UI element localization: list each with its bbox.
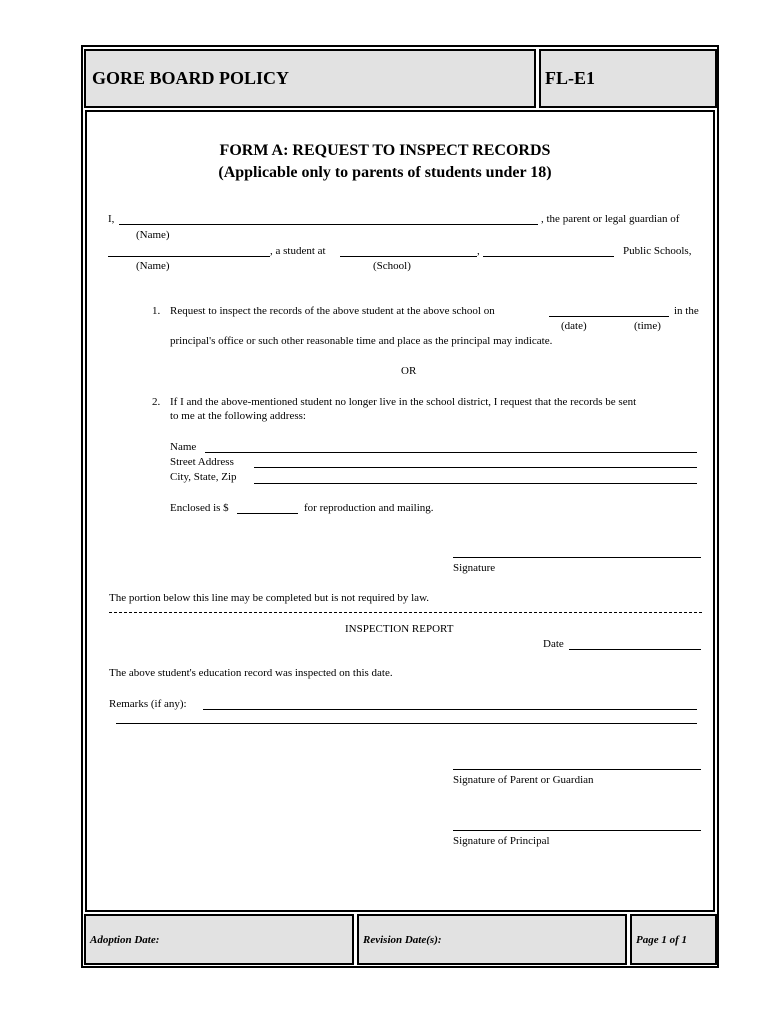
- address-city-field[interactable]: [254, 483, 697, 484]
- inspection-date-field[interactable]: [569, 649, 701, 650]
- item2-text: If I and the above-mentioned student no longer live in the school district, I request that the records be sent: [170, 396, 637, 408]
- policy-code: FL-E1: [545, 68, 596, 88]
- page-number-box: [630, 914, 717, 965]
- item1-suffix: in the: [674, 305, 699, 317]
- remarks-field-2[interactable]: [116, 723, 697, 724]
- student-name-field[interactable]: [108, 256, 270, 257]
- address-street-field[interactable]: [254, 467, 697, 468]
- enclosed-amount-field[interactable]: [237, 513, 298, 514]
- form-subtitle: (Applicable only to parents of students under 18): [218, 164, 552, 181]
- item1-line2: principal's office or such other reasonable time and place as the principal may indicate.: [170, 335, 553, 347]
- enclosed-suffix: for reproduction and mailing.: [304, 502, 434, 514]
- name-caption: (Name): [136, 229, 170, 241]
- student-name-caption: (Name): [136, 260, 170, 272]
- adoption-date-box: [84, 914, 354, 965]
- enclosed-prefix: Enclosed is $: [170, 502, 229, 514]
- signature-line[interactable]: [453, 557, 701, 558]
- portion-note: The portion below this line may be completed but is not required by law.: [109, 592, 430, 604]
- form-title: FORM A: REQUEST TO INSPECT RECORDS: [219, 142, 551, 159]
- inspected-text: The above student's education record was inspected on this date.: [109, 667, 393, 679]
- line2-suffix: Public Schools,: [623, 245, 692, 257]
- time-caption: (time): [634, 320, 661, 332]
- date-label: Date: [543, 638, 564, 650]
- policy-code-box: [539, 49, 717, 108]
- remarks-label: Remarks (if any):: [109, 698, 187, 710]
- school-field[interactable]: [340, 256, 477, 257]
- line2-mid: , a student at: [270, 245, 326, 257]
- parent-name-field[interactable]: [119, 224, 538, 225]
- inspection-report-title: INSPECTION REPORT: [345, 623, 454, 635]
- line1-prefix: I,: [108, 213, 115, 225]
- revision-date-box: [357, 914, 627, 965]
- policy-title: GORE BOARD POLICY: [92, 68, 290, 88]
- parent-signature-line[interactable]: [453, 769, 701, 770]
- adoption-date-label: Adoption Date:: [90, 934, 160, 946]
- signature-label: Signature: [453, 562, 496, 574]
- line1-suffix: , the parent or legal guardian of: [541, 213, 680, 225]
- inspect-date-field[interactable]: [549, 316, 669, 317]
- district-field[interactable]: [483, 256, 614, 257]
- parent-signature-label: Signature of Parent or Guardian: [453, 774, 594, 786]
- address-street-label: Street Address: [170, 456, 234, 468]
- remarks-field-1[interactable]: [203, 709, 697, 710]
- address-name-label: Name: [170, 441, 197, 453]
- page-number: Page 1 of 1: [636, 934, 688, 946]
- address-city-label: City, State, Zip: [170, 471, 237, 483]
- item1-text: Request to inspect the records of the above student at the above school on: [170, 305, 495, 317]
- principal-signature-label: Signature of Principal: [453, 835, 550, 847]
- item2-line2: to me at the following address:: [170, 410, 306, 422]
- date-caption: (date): [561, 320, 587, 332]
- cut-line: [109, 612, 702, 613]
- principal-signature-line[interactable]: [453, 830, 701, 831]
- policy-header-box: [84, 49, 536, 108]
- line2-comma: ,: [477, 245, 480, 257]
- address-name-field[interactable]: [205, 452, 697, 453]
- item2-number: 2.: [152, 396, 161, 408]
- school-caption: (School): [373, 260, 411, 272]
- revision-date-label: Revision Date(s):: [363, 934, 442, 946]
- or-label: OR: [401, 365, 417, 377]
- item1-number: 1.: [152, 305, 161, 317]
